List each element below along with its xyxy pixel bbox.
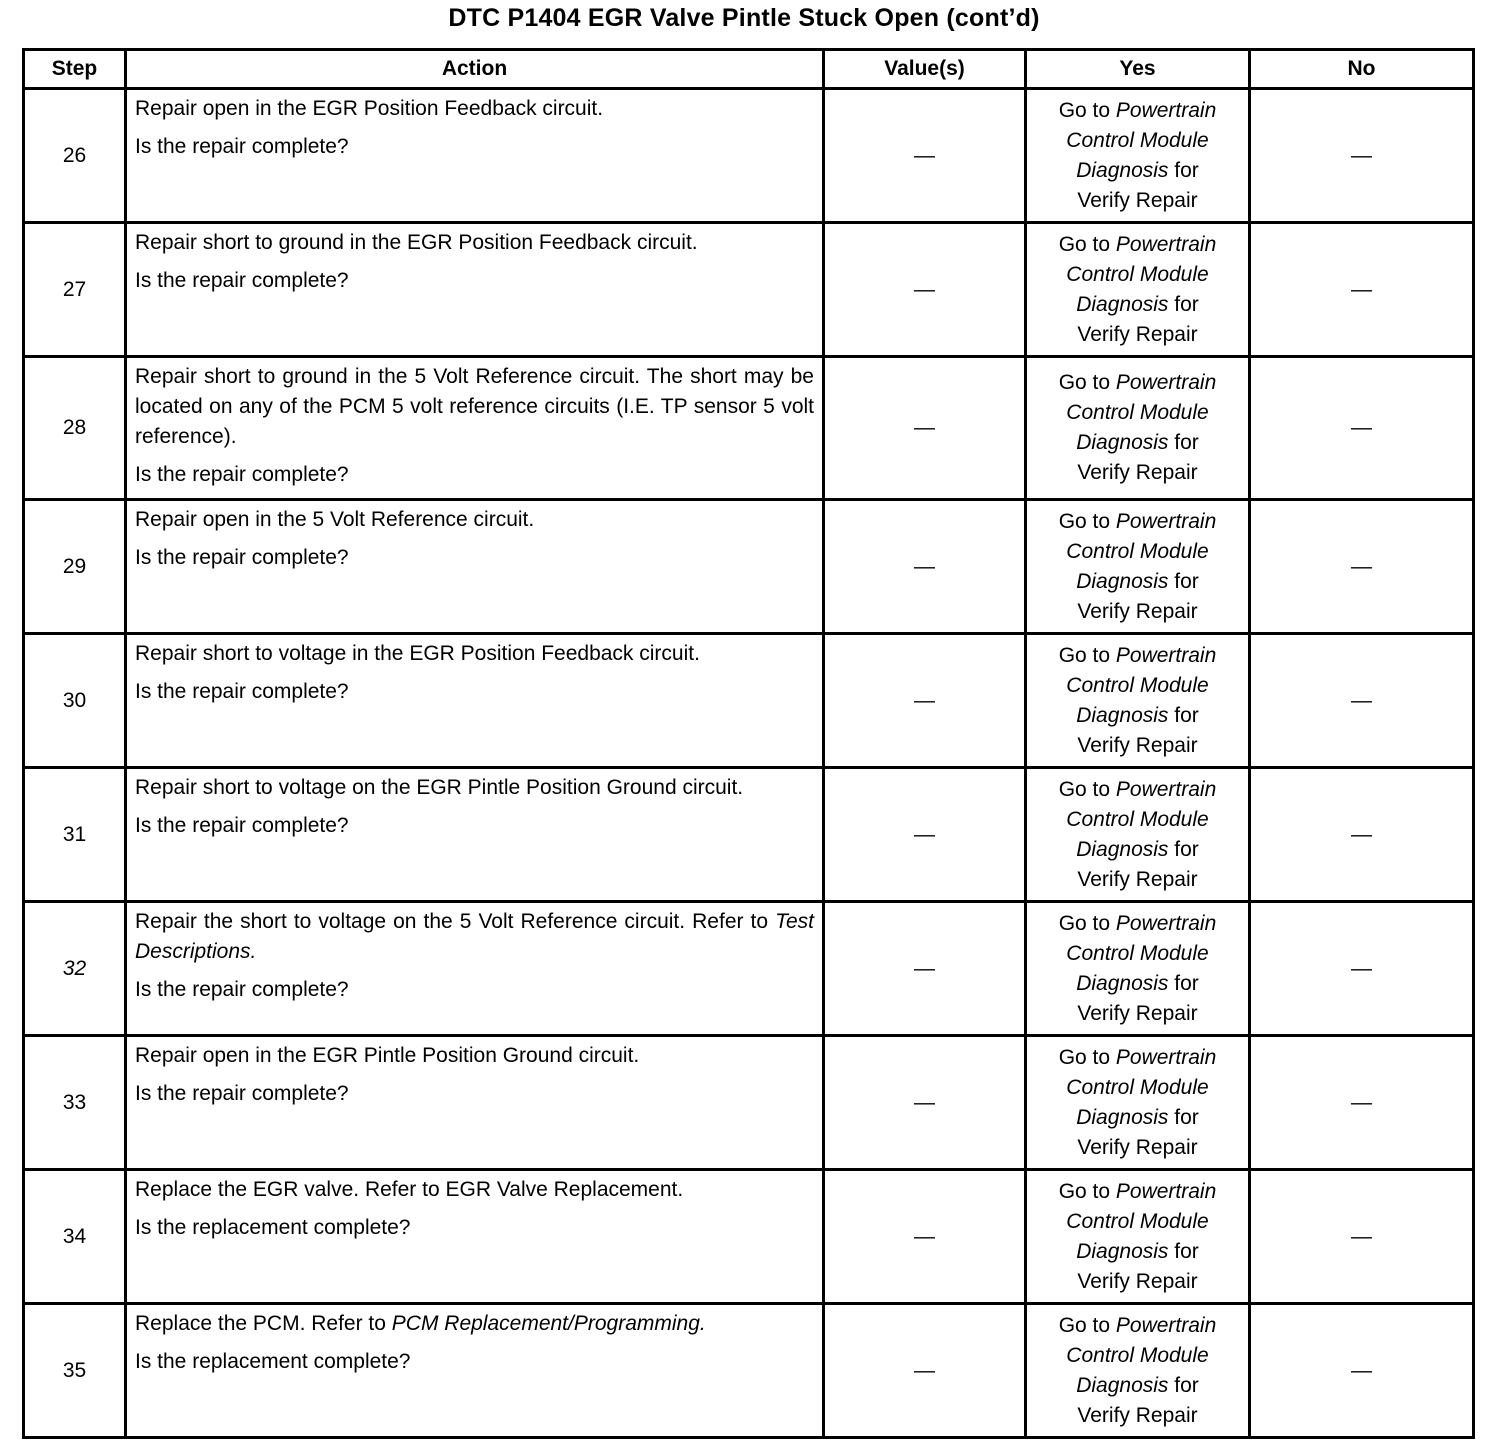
yes-link-diagnosis: Diagnosis	[1076, 837, 1169, 861]
yes-for: for	[1168, 1373, 1199, 1397]
yes-for: for	[1168, 158, 1199, 182]
action-question: Is the replacement complete?	[135, 1350, 411, 1373]
action-text: Repair short to ground in the EGR Position Feedback circuit.	[135, 231, 698, 254]
table-row	[24, 768, 1474, 902]
yes-verify-repair: Verify Repair	[1077, 322, 1198, 346]
action-text: Replace the EGR valve. Refer to EGR Valve Replacement.	[135, 1178, 684, 1201]
yes-for: for	[1168, 1105, 1199, 1129]
action-question: Is the repair complete?	[135, 546, 349, 569]
yes-link-control-module: Control Module	[1066, 1209, 1209, 1233]
table-row	[24, 357, 1474, 500]
value-cell: —	[824, 1170, 1026, 1304]
yes-cell	[1026, 634, 1250, 768]
action-text: Repair open in the 5 Volt Reference circuit.	[135, 508, 535, 531]
action-cell	[126, 768, 824, 902]
diagnostic-table	[22, 48, 1475, 1439]
action-cell	[126, 89, 824, 223]
action-cell	[126, 357, 824, 500]
yes-link-diagnosis: Diagnosis	[1076, 1373, 1169, 1397]
yes-link-powertrain: Powertrain	[1115, 1045, 1217, 1069]
action-cell	[126, 1304, 824, 1438]
action-cell	[126, 1036, 824, 1170]
yes-link-powertrain: Powertrain	[1115, 371, 1217, 394]
page-title: DTC P1404 EGR Valve Pintle Stuck Open (cont’d)	[448, 4, 1040, 32]
refer-link-test-descriptions: Test Descriptions.	[135, 910, 814, 963]
table-row	[24, 902, 1474, 1036]
action-text: Repair short to voltage on the EGR Pintle Position Ground circuit.	[135, 776, 744, 799]
action-text	[135, 907, 814, 967]
yes-link-diagnosis: Diagnosis	[1076, 431, 1169, 454]
step-number: 27	[24, 223, 126, 357]
column-header-values: Value(s)	[824, 50, 1026, 89]
no-cell: —	[1250, 357, 1474, 500]
yes-for: for	[1168, 431, 1199, 454]
action-cell	[126, 223, 824, 357]
yes-link-control-module: Control Module	[1066, 128, 1209, 152]
step-number: 33	[24, 1036, 126, 1170]
no-cell: —	[1250, 223, 1474, 357]
yes-link-powertrain: Powertrain	[1115, 1179, 1217, 1203]
action-question: Is the repair complete?	[135, 814, 349, 837]
yes-link-diagnosis: Diagnosis	[1076, 971, 1169, 995]
yes-link-control-module: Control Module	[1066, 1075, 1209, 1099]
yes-verify-repair: Verify Repair	[1077, 188, 1198, 212]
yes-link-diagnosis: Diagnosis	[1076, 292, 1169, 316]
no-cell: —	[1250, 1036, 1474, 1170]
yes-verify-repair: Verify Repair	[1077, 1135, 1198, 1159]
yes-link-diagnosis: Diagnosis	[1076, 569, 1169, 593]
action-text: Repair short to voltage in the EGR Position Feedback circuit.	[135, 642, 700, 665]
value-cell: —	[824, 902, 1026, 1036]
action-question: Is the repair complete?	[135, 978, 349, 1001]
column-header-no: No	[1250, 50, 1474, 89]
yes-link-control-module: Control Module	[1066, 401, 1209, 424]
action-cell	[126, 634, 824, 768]
yes-link-control-module: Control Module	[1066, 941, 1209, 965]
action-text-main: Replace the PCM. Refer to	[135, 1312, 392, 1335]
no-cell: —	[1250, 634, 1474, 768]
table-row	[24, 634, 1474, 768]
yes-verify-repair: Verify Repair	[1077, 867, 1198, 891]
yes-go-to: Go to	[1058, 98, 1116, 122]
yes-go-to: Go to	[1058, 371, 1116, 394]
table-row	[24, 1304, 1474, 1438]
no-cell: —	[1250, 89, 1474, 223]
step-number: 28	[24, 357, 126, 500]
action-text: Repair open in the EGR Pintle Position Ground circuit.	[135, 1044, 640, 1067]
yes-verify-repair: Verify Repair	[1077, 599, 1198, 623]
action-question: Is the repair complete?	[135, 1082, 349, 1105]
action-question: Is the replacement complete?	[135, 1216, 411, 1239]
yes-cell	[1026, 500, 1250, 634]
yes-go-to: Go to	[1058, 509, 1116, 533]
value-cell: —	[824, 1304, 1026, 1438]
yes-cell	[1026, 357, 1250, 500]
value-cell: —	[824, 634, 1026, 768]
yes-link-diagnosis: Diagnosis	[1076, 158, 1169, 182]
yes-verify-repair: Verify Repair	[1077, 1269, 1198, 1293]
column-header-yes: Yes	[1026, 50, 1250, 89]
yes-verify-repair: Verify Repair	[1077, 1001, 1198, 1025]
yes-go-to: Go to	[1058, 1179, 1116, 1203]
yes-link-diagnosis: Diagnosis	[1076, 1239, 1169, 1263]
yes-for: for	[1168, 1239, 1199, 1263]
yes-link-diagnosis: Diagnosis	[1076, 703, 1169, 727]
yes-cell	[1026, 902, 1250, 1036]
no-cell: —	[1250, 1304, 1474, 1438]
value-cell: —	[824, 223, 1026, 357]
yes-verify-repair: Verify Repair	[1077, 1403, 1198, 1427]
action-question: Is the repair complete?	[135, 463, 349, 486]
yes-link-powertrain: Powertrain	[1115, 643, 1217, 667]
yes-link-control-module: Control Module	[1066, 262, 1209, 286]
no-cell: —	[1250, 768, 1474, 902]
value-cell: —	[824, 500, 1026, 634]
yes-cell	[1026, 89, 1250, 223]
yes-cell	[1026, 223, 1250, 357]
step-number: 26	[24, 89, 126, 223]
no-cell: —	[1250, 500, 1474, 634]
yes-go-to: Go to	[1058, 911, 1116, 935]
yes-for: for	[1168, 292, 1199, 316]
table-row	[24, 1036, 1474, 1170]
yes-cell	[1026, 768, 1250, 902]
value-cell: —	[824, 357, 1026, 500]
yes-for: for	[1168, 703, 1199, 727]
yes-link-control-module: Control Module	[1066, 807, 1209, 831]
yes-for: for	[1168, 971, 1199, 995]
yes-go-to: Go to	[1058, 643, 1116, 667]
step-number: 29	[24, 500, 126, 634]
value-cell: —	[824, 1036, 1026, 1170]
column-header-step: Step	[24, 50, 126, 89]
value-cell: —	[824, 768, 1026, 902]
yes-link-powertrain: Powertrain	[1115, 98, 1217, 122]
yes-for: for	[1168, 569, 1199, 593]
yes-go-to: Go to	[1058, 777, 1116, 801]
yes-go-to: Go to	[1058, 1313, 1116, 1337]
step-number: 34	[24, 1170, 126, 1304]
action-question: Is the repair complete?	[135, 680, 349, 703]
yes-verify-repair: Verify Repair	[1077, 733, 1198, 757]
yes-link-powertrain: Powertrain	[1115, 509, 1217, 533]
action-text: Repair short to ground in the 5 Volt Reference circuit. The short may be located on any of the PCM 5 volt reference circuits (I.E. TP sensor 5 volt reference).	[135, 365, 814, 448]
yes-link-powertrain: Powertrain	[1115, 911, 1217, 935]
yes-link-powertrain: Powertrain	[1115, 232, 1217, 256]
yes-cell	[1026, 1036, 1250, 1170]
step-number: 32	[24, 902, 126, 1036]
action-question: Is the repair complete?	[135, 269, 349, 292]
no-cell: —	[1250, 1170, 1474, 1304]
step-number: 31	[24, 768, 126, 902]
yes-go-to: Go to	[1058, 232, 1116, 256]
action-question: Is the repair complete?	[135, 135, 349, 158]
yes-link-powertrain: Powertrain	[1115, 1313, 1217, 1337]
yes-link-control-module: Control Module	[1066, 673, 1209, 697]
action-cell	[126, 500, 824, 634]
yes-link-diagnosis: Diagnosis	[1076, 1105, 1169, 1129]
table-row	[24, 1170, 1474, 1304]
column-header-action: Action	[126, 50, 824, 89]
value-cell: —	[824, 89, 1026, 223]
table-header-row	[24, 50, 1474, 89]
yes-link-powertrain: Powertrain	[1115, 777, 1217, 801]
action-text-main: Repair the short to voltage on the 5 Volt Reference circuit.	[135, 910, 686, 933]
action-text	[135, 1309, 814, 1339]
yes-cell	[1026, 1304, 1250, 1438]
refer-to-prefix: Refer to	[692, 910, 776, 933]
step-number: 30	[24, 634, 126, 768]
yes-for: for	[1168, 837, 1199, 861]
step-number: 35	[24, 1304, 126, 1438]
yes-verify-repair: Verify Repair	[1077, 461, 1198, 484]
no-cell: —	[1250, 902, 1474, 1036]
yes-link-control-module: Control Module	[1066, 1343, 1209, 1367]
yes-cell	[1026, 1170, 1250, 1304]
yes-go-to: Go to	[1058, 1045, 1116, 1069]
refer-link-pcm-replacement: PCM Replacement/Programming.	[391, 1312, 706, 1335]
action-text: Repair open in the EGR Position Feedback circuit.	[135, 97, 604, 120]
table-row	[24, 500, 1474, 634]
action-cell	[126, 902, 824, 1036]
table-row	[24, 223, 1474, 357]
table-row	[24, 89, 1474, 223]
action-cell	[126, 1170, 824, 1304]
yes-link-control-module: Control Module	[1066, 539, 1209, 563]
